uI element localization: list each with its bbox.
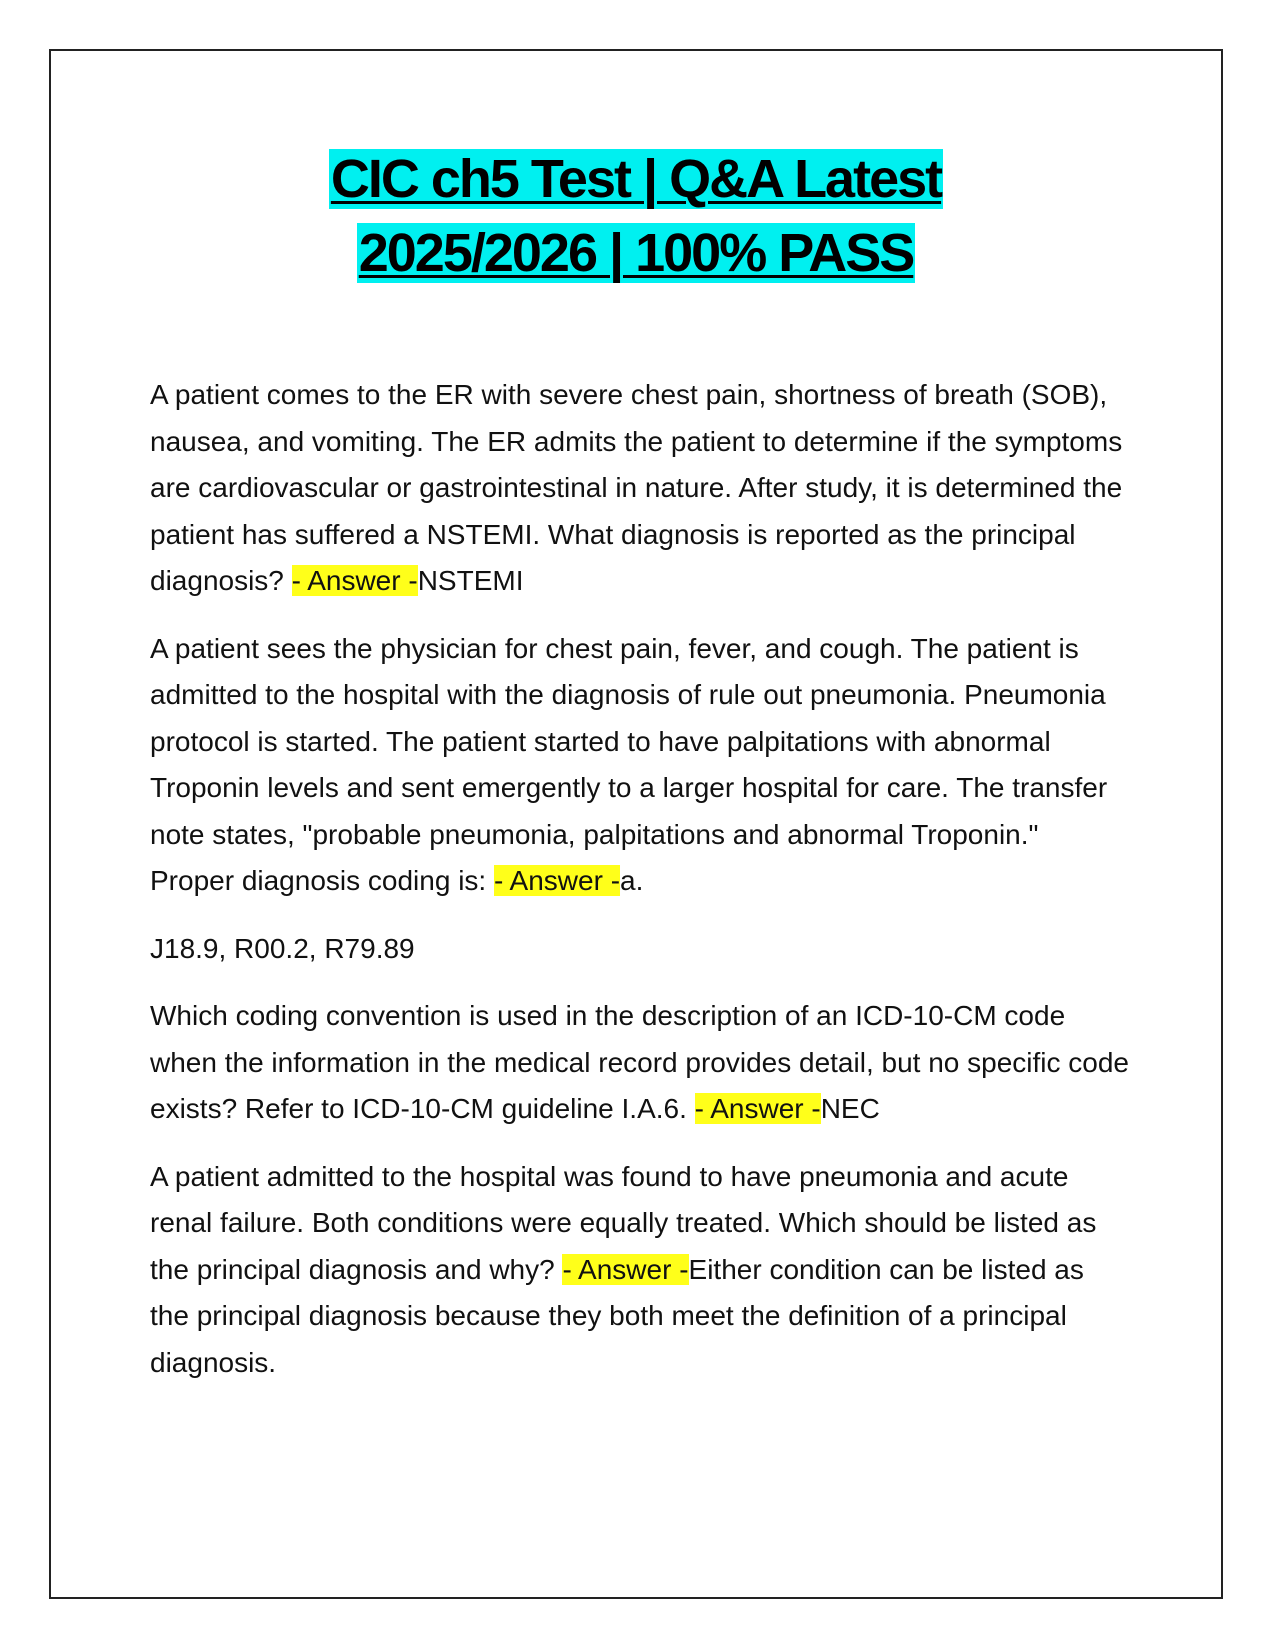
answer-marker: - Answer - [562,1253,689,1285]
answer-marker: - Answer - [291,565,418,596]
qa-item-4 [150,1154,1130,1387]
answer-marker: - Answer - [493,865,621,896]
answer-text: Either condition can be listed as the principal diagnosis because they both meet the definition of a principal diagnosis. [150,1253,1084,1378]
answer-codes [150,926,1130,973]
title-line-1: CIC ch5 Test | Q&A Latest [330,149,942,209]
document-title [49,142,1223,290]
answer-marker: - Answer - [694,1093,821,1124]
question-text: A patient admitted to the hospital was found to have pneumonia and acute renal failure. Both conditions were equally treated. Which should be listed as the principal diagnosis and why? [150,1160,1097,1285]
question-text: A patient comes to the ER with severe chest pain, shortness of breath (SOB), nausea, and vomiting. The ER admits the patient to determine if the symptoms are cardiovascular or gastrointestinal in nature. After study, it is determined the patient has suffered a NSTEMI. What diagnosis is reported as the principal diagnosis? [150,379,1123,596]
qa-item-3 [150,993,1130,1133]
answer-text: NEC [820,1093,880,1124]
answer-text: a. [620,865,644,896]
answer-codes-text: J18.9, R00.2, R79.89 [150,932,415,964]
question-text: A patient sees the physician for chest pain, fever, and cough. The patient is admitted to the hospital with the diagnosis of rule out pneumonia. Pneumonia protocol is started. The patient started to have palpitations with abnormal Troponin levels and sent emergently to a larger hospital for care. The transfer note states, "probable pneumonia, palpitations and abnormal Troponin." Proper diagnosis coding is: [150,632,1108,896]
answer-text: NSTEMI [417,565,524,596]
qa-item-2 [150,626,1130,905]
question-text: Which coding convention is used in the description of an ICD-10-CM code when the information in the medical record provides detail, but no specific code exists? Refer to ICD-10-CM guideline I.A.6. [150,1000,1129,1124]
title-line-2: 2025/2026 | 100% PASS [358,223,914,283]
qa-item-1 [150,372,1130,605]
qa-content [150,372,1130,1407]
